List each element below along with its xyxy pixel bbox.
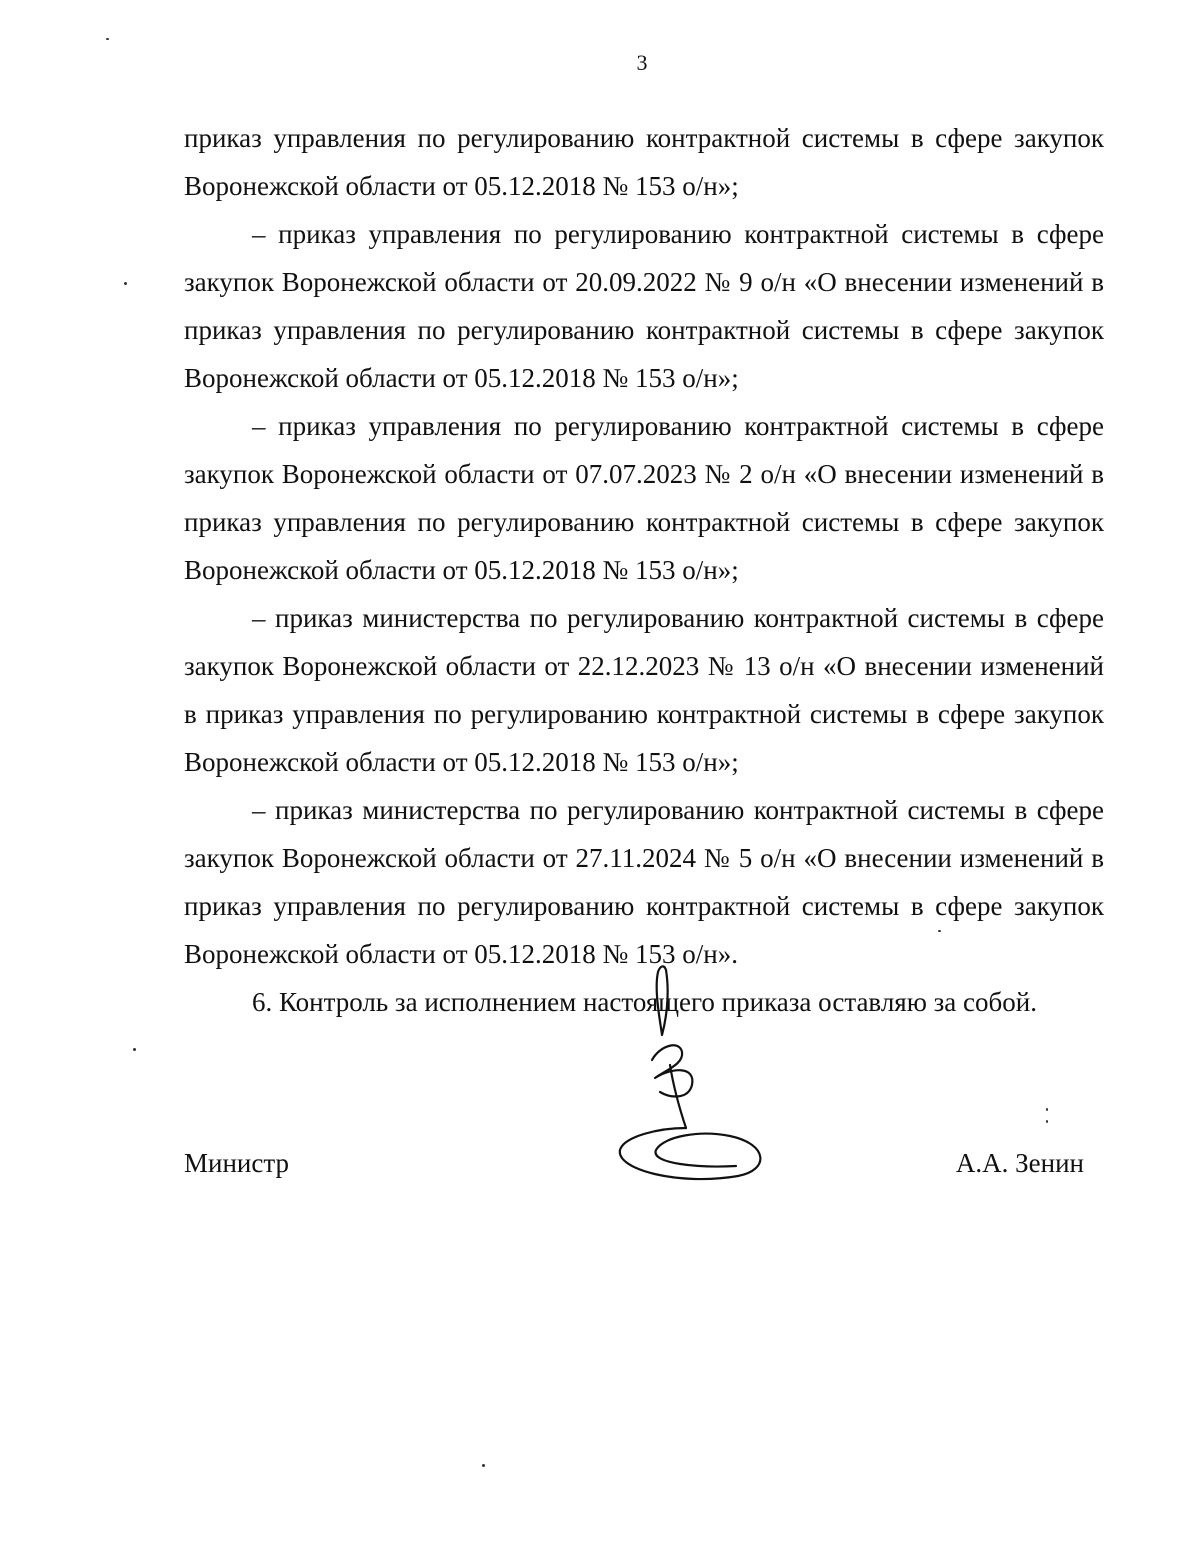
handwritten-signature	[600, 960, 780, 1200]
paragraph-1: приказ управления по регулированию контрактной системы в сфере закупок Воронежской области от 05.12.2018 № 153 о/н»;	[184, 123, 1104, 201]
page-number: 3	[636, 50, 648, 75]
paragraph-2: – приказ управления по регулированию контрактной системы в сфере закупок Воронежской области от 20.09.2022 № 9 о/н «О внесении изменений в приказ управления по регулированию контрактной системы в сфере закупок Воронежской области от 05.12.2018 № 153 о/н»;	[184, 219, 1104, 393]
scan-speck	[938, 930, 941, 932]
scan-speck	[124, 282, 127, 285]
paragraph-5: – приказ министерства по регулированию контрактной системы в сфере закупок Воронежской области от 27.11.2024 № 5 о/н «О внесении изменений в приказ управления по регулированию контрактной системы в сфере закупок Воронежской области от 05.12.2018 № 153 о/н».	[184, 795, 1104, 969]
scan-speck	[1046, 1120, 1048, 1123]
scan-speck	[1046, 1108, 1048, 1111]
paragraph-4: – приказ министерства по регулированию контрактной системы в сфере закупок Воронежской области от 22.12.2023 № 13 о/н «О внесении изменений в приказ управления по регулированию контрактной системы в сфере закупок Воронежской области от 05.12.2018 № 153 о/н»;	[184, 603, 1104, 777]
paragraph-6: 6. Контроль за исполнением настоящего приказа оставляю за собой.	[252, 987, 1037, 1017]
signer-name: А.А. Зенин	[955, 1148, 1084, 1178]
signer-position: Министр	[184, 1148, 289, 1178]
document-body	[184, 114, 1104, 1026]
scan-speck	[482, 1464, 485, 1467]
paragraph-3: – приказ управления по регулированию контрактной системы в сфере закупок Воронежской области от 07.07.2023 № 2 о/н «О внесении изменений в приказ управления по регулированию контрактной системы в сфере закупок Воронежской области от 05.12.2018 № 153 о/н»;	[184, 411, 1104, 585]
scan-speck	[133, 1048, 136, 1051]
scan-speck	[106, 38, 109, 40]
